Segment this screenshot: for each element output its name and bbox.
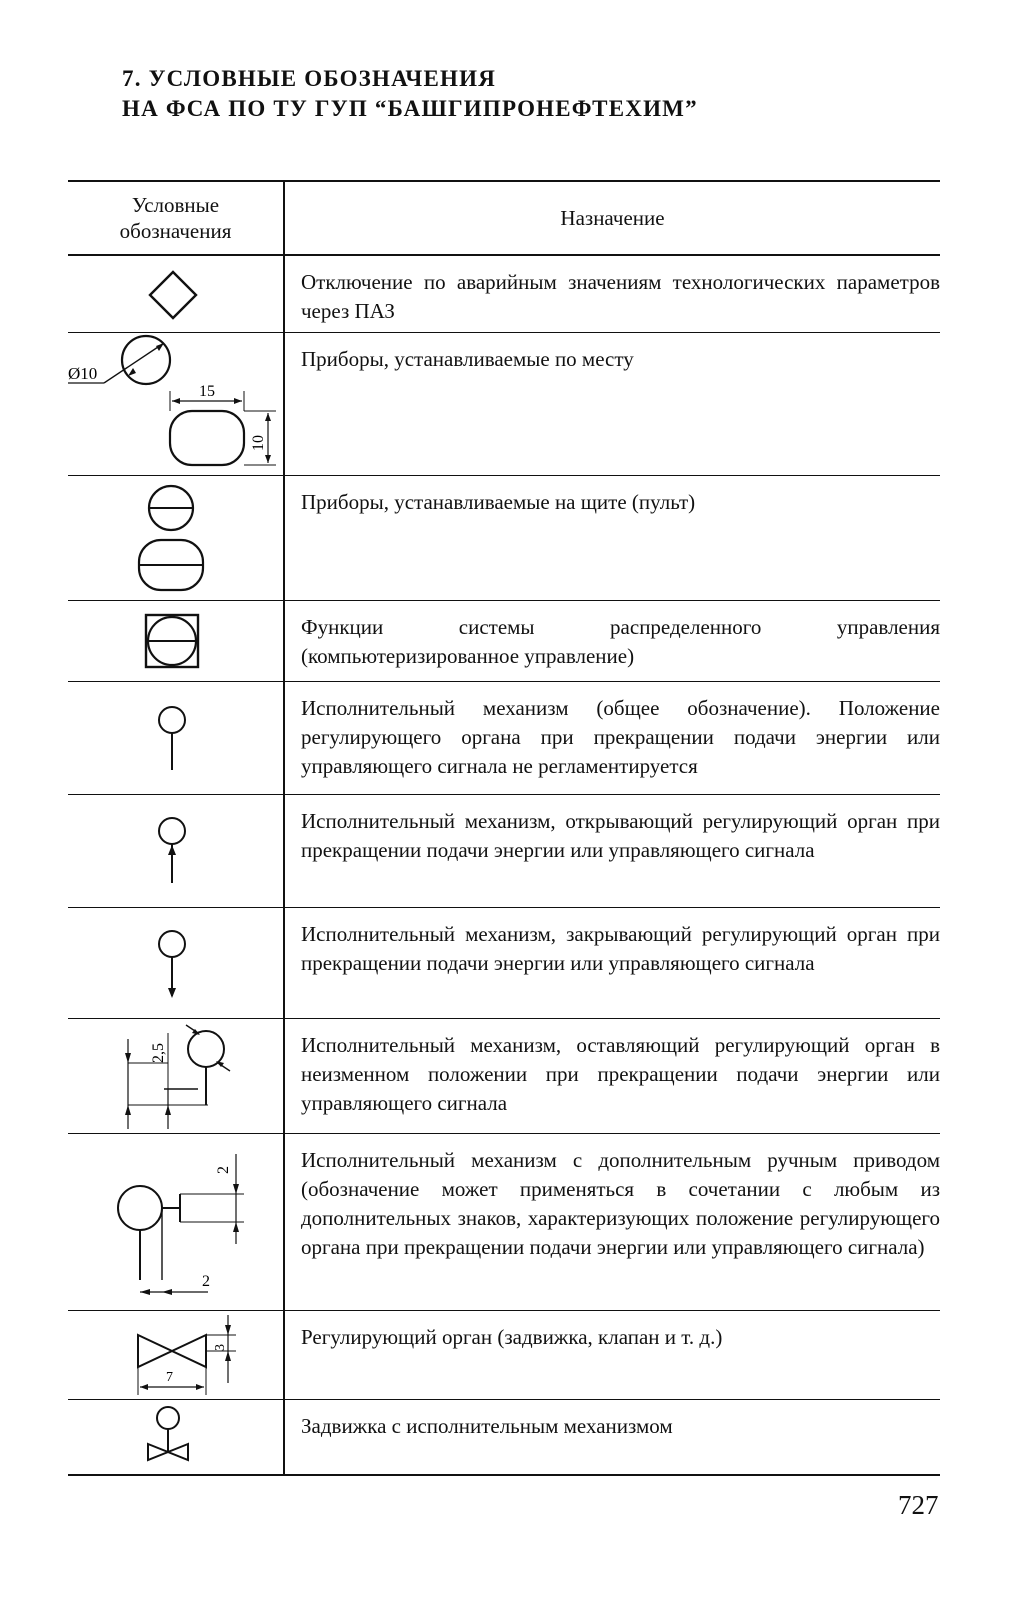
dim-diameter: Ø10 (68, 364, 98, 383)
panel-instrument-symbol (68, 476, 282, 600)
table-row (68, 1311, 940, 1400)
table-row (68, 255, 940, 333)
header-symbols (68, 181, 284, 255)
row-text: Приборы, устанавливаемые по месту (301, 347, 634, 371)
row-text: Исполнительный механизм, открывающий регулирующий орган при прекращении подачи энергии или управляющего сигнала (301, 809, 940, 862)
symbol-cell (68, 1019, 284, 1134)
dcs-function-symbol (68, 601, 282, 681)
local-instrument-symbol (68, 333, 282, 475)
valve-with-actuator-symbol (68, 1400, 282, 1474)
symbol-cell (68, 682, 284, 795)
heading-line-2: НА ФСА ПО ТУ ГУП “БАШГИПРОНЕФТЕХИМ” (122, 96, 698, 121)
symbol-cell (68, 1400, 284, 1476)
control-valve-symbol (68, 1311, 282, 1399)
actuator-general-symbol (68, 682, 282, 794)
symbols-table-container (68, 180, 940, 1476)
page-number: 727 (898, 1490, 939, 1520)
symbol-cell (68, 1134, 284, 1311)
heading-line-1: 7. УСЛОВНЫЕ ОБОЗНАЧЕНИЯ (122, 66, 497, 91)
actuator-close-symbol (68, 908, 282, 1018)
header-purpose: Назначение (560, 206, 665, 230)
actuator-manual-symbol (68, 1134, 282, 1310)
table-row (68, 333, 940, 476)
dim-width: 15 (199, 383, 215, 400)
dim-height: 3 (213, 1344, 228, 1351)
row-text: Регулирующий орган (задвижка, клапан и т. д.) (301, 1325, 723, 1349)
row-text: Исполнительный механизм, оставляющий регулирующий орган в неизменном положении при прекращении подачи энергии или управляющего сигнала (301, 1033, 940, 1115)
actuator-open-symbol (68, 795, 282, 907)
row-text: Исполнительный механизм (общее обозначение). Положение регулирующего органа при прекращении подачи энергии или управляющего сигнала не регламентируется (301, 696, 940, 778)
header-symbols-line1: Условные (131, 193, 220, 217)
symbol-cell (68, 476, 284, 601)
table-row (68, 682, 940, 795)
symbol-cell (68, 601, 284, 682)
table-row (68, 908, 940, 1019)
table-row (68, 1019, 940, 1134)
row-text: Функции системы распределенного управления (компьютеризированное управление) (301, 615, 940, 668)
table-row (68, 476, 940, 601)
row-text: Исполнительный механизм с дополнительным ручным приводом (обозначение может применяться в сочетании с любым из дополнительных знаков, характеризующих положение регулирующего органа при прекращении подачи энергии или управляющего сигнала) (301, 1148, 940, 1259)
row-text: Исполнительный механизм, закрывающий регулирующий орган при прекращении подачи энергии или управляющего сигнала (301, 922, 940, 975)
table-row (68, 1400, 940, 1476)
dim-horizontal: 2 (202, 1273, 210, 1290)
row-text: Приборы, устанавливаемые на щите (пульт) (301, 490, 696, 514)
symbols-table (68, 180, 940, 1476)
symbol-cell (68, 795, 284, 908)
dim-size: 2,5 (150, 1043, 167, 1063)
diamond-symbol (68, 256, 282, 332)
symbol-cell (68, 1311, 284, 1400)
symbol-cell (68, 908, 284, 1019)
dim-vertical: 2 (215, 1166, 232, 1174)
header-symbols-line2: обозначения (119, 219, 232, 243)
actuator-hold-symbol (68, 1019, 282, 1133)
table-row (68, 795, 940, 908)
dim-width: 7 (166, 1370, 173, 1385)
table-row (68, 1134, 940, 1311)
row-text: Задвижка с исполнительным механизмом (301, 1414, 673, 1438)
section-heading (122, 64, 698, 124)
row-text: Отключение по аварийным значениям технологических параметров через ПАЗ (301, 270, 940, 323)
table-header-row (68, 181, 940, 255)
table-row (68, 601, 940, 682)
symbol-cell (68, 333, 284, 476)
symbol-cell (68, 255, 284, 333)
dim-height: 10 (250, 435, 267, 451)
